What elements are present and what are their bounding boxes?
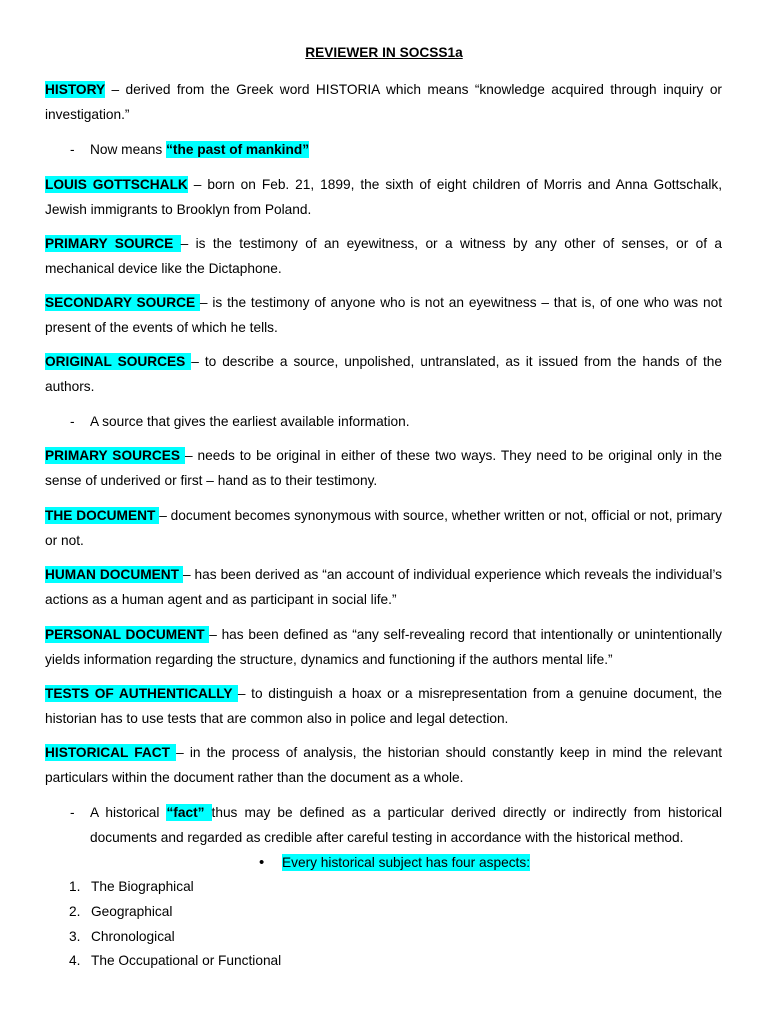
dash-bullet: -	[70, 142, 75, 157]
aspect-label: Geographical	[91, 904, 173, 919]
entry-history	[45, 77, 722, 127]
note-text-continued: thus may be defined as a particular derived directly or indirectly from historical documents and regarded as credible after careful testing in accordance with the historical method.	[90, 805, 722, 845]
entry-secondary-source	[45, 290, 722, 340]
dash-bullet: -	[70, 805, 75, 820]
term-label: HISTORY	[45, 82, 106, 97]
list-number: 3.	[69, 929, 81, 944]
term-definition: – document becomes synonymous with source, whether written or not, official or not, primary or not.	[45, 508, 723, 548]
aspect-item	[69, 899, 173, 924]
list-number: 1.	[69, 879, 81, 894]
term-definition: – to describe a source, unpolished, untranslated, as it issued from the hands of the authors.	[45, 354, 722, 394]
term-label: PRIMARY SOURCE	[45, 236, 181, 251]
entry-original-sources	[45, 349, 722, 399]
term-label: LOUIS GOTTSCHALK	[45, 177, 188, 192]
list-number: 2.	[69, 904, 81, 919]
term-label: TESTS OF AUTHENTICALLY	[45, 686, 238, 701]
term-label: THE DOCUMENT	[45, 508, 160, 523]
aspect-item	[69, 924, 175, 949]
note-emphasis: “fact”	[166, 805, 212, 820]
term-definition: – derived from the Greek word HISTORIA which means “knowledge acquired through inquiry or investigation.”	[45, 82, 722, 122]
term-definition: – is the testimony of anyone who is not an eyewitness – that is, of one who was not present of the events of which he tells.	[45, 295, 722, 335]
term-definition: – needs to be original in either of these two ways. They need to be original only in the sense of underived or first – hand as to their testimony.	[45, 448, 722, 488]
note-earliest-information	[70, 409, 722, 434]
term-label: HUMAN DOCUMENT	[45, 567, 183, 582]
term-label: PERSONAL DOCUMENT	[45, 627, 210, 642]
term-label: HISTORICAL FACT	[45, 745, 177, 760]
dot-bullet: •	[259, 854, 265, 871]
aspects-heading	[259, 850, 531, 875]
aspect-label: Chronological	[91, 929, 175, 944]
note-text: A historical	[90, 805, 167, 820]
aspect-item	[69, 948, 282, 973]
term-label: ORIGINAL SOURCES	[45, 354, 192, 369]
term-label: SECONDARY SOURCE	[45, 295, 200, 310]
term-label: PRIMARY SOURCES	[45, 448, 185, 463]
list-number: 4.	[69, 953, 81, 968]
term-definition: – born on Feb. 21, 1899, the sixth of eight children of Morris and Anna Gottschalk, Jewish immigrants to Brooklyn from Poland.	[45, 177, 723, 217]
entry-primary-sources	[45, 443, 722, 493]
entry-tests-of-authentically	[45, 681, 722, 731]
term-definition: – has been derived as “an account of individual experience which reveals the individual’s actions as a human agent and as participant in social life.”	[45, 567, 722, 607]
document-title: REVIEWER IN SOCSS1a	[305, 45, 463, 60]
note-past-of-mankind	[70, 137, 722, 162]
term-definition: – in the process of analysis, the historian should constantly keep in mind the relevant particulars within the document rather than the document as a whole.	[45, 745, 722, 785]
entry-human-document	[45, 562, 722, 612]
note-text: A source that gives the earliest available information.	[90, 414, 410, 429]
dash-bullet: -	[70, 414, 75, 429]
term-definition: – has been defined as “any self-revealing record that intentionally or unintentionally yields information regarding the structure, dynamics and functioning if the authors mental life.”	[45, 627, 722, 667]
entry-the-document	[45, 503, 722, 553]
aspect-label: The Biographical	[91, 879, 194, 894]
term-definition: – to distinguish a hoax or a misrepresentation from a genuine document, the historian has to use tests that are common also in police and legal detection.	[45, 686, 722, 726]
entry-personal-document	[45, 622, 722, 672]
term-definition: – is the testimony of an eyewitness, or a witness by any other of senses, or of a mechanical device like the Dictaphone.	[45, 236, 723, 276]
entry-primary-source	[45, 231, 722, 281]
entry-louis-gottschalk	[45, 172, 722, 222]
aspect-label: The Occupational or Functional	[91, 953, 282, 968]
note-text: Now means	[90, 142, 167, 157]
note-historical-fact	[70, 800, 722, 850]
entry-historical-fact	[45, 740, 722, 790]
aspects-heading-text: Every historical subject has four aspects:	[282, 855, 531, 870]
aspect-item	[69, 874, 194, 899]
note-emphasis: “the past of mankind”	[166, 142, 310, 157]
